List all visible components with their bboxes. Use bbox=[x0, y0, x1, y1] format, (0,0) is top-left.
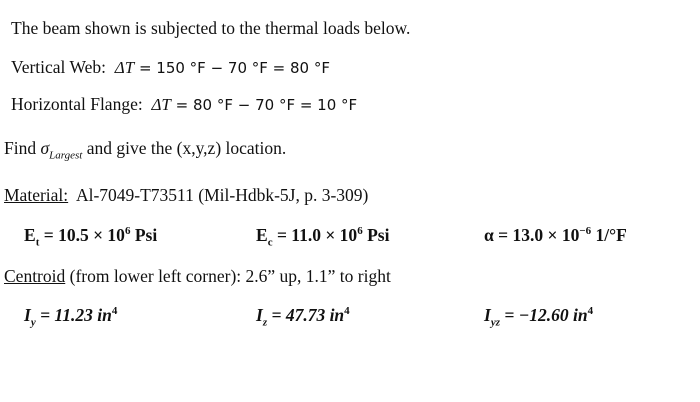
ec-expression: = 11.0 × 10 bbox=[276, 225, 358, 245]
centroid-value: (from lower left corner): 2.6” up, 1.1” to right bbox=[69, 266, 391, 286]
et-expression: = 10.5 × 10 bbox=[43, 225, 125, 245]
intro-text: The beam shown is subjected to the thermal loads below. bbox=[11, 18, 411, 38]
iyz-subscript: yz bbox=[490, 316, 500, 329]
iz-symbol: I bbox=[256, 305, 263, 325]
flange-delta-symbol: ΔT bbox=[151, 95, 171, 114]
web-delta-symbol: ΔT bbox=[114, 58, 135, 77]
sigma-symbol: σ bbox=[40, 138, 50, 158]
alpha-symbol: α bbox=[484, 225, 494, 245]
alpha-unit: 1/°F bbox=[591, 225, 627, 245]
ec-symbol: E bbox=[256, 225, 268, 245]
sigma-subscript: Largest bbox=[49, 149, 83, 162]
thermal-expansion-coefficient bbox=[484, 224, 627, 246]
find-suffix: and give the (x,y,z) location. bbox=[86, 138, 287, 158]
alpha-exponent: −6 bbox=[579, 225, 592, 238]
iz-exponent: 4 bbox=[344, 305, 350, 318]
et-unit: Psi bbox=[130, 225, 158, 245]
iz-subscript: z bbox=[262, 316, 268, 329]
centroid-label: Centroid bbox=[4, 266, 66, 286]
material-label: Material: bbox=[4, 185, 69, 205]
web-thermal-load bbox=[11, 56, 330, 79]
material-line bbox=[4, 184, 368, 206]
alpha-expression: = 13.0 × 10 bbox=[498, 225, 580, 245]
flange-thermal-load bbox=[11, 93, 357, 116]
ec-exponent: 6 bbox=[357, 225, 363, 238]
et-exponent: 6 bbox=[124, 225, 131, 238]
product-of-inertia-yz bbox=[484, 304, 594, 329]
find-instruction bbox=[4, 137, 287, 162]
moment-of-inertia-z bbox=[256, 304, 350, 329]
find-prefix: Find bbox=[4, 138, 37, 158]
et-subscript: t bbox=[35, 236, 40, 249]
web-expression: = 150 °F − 70 °F = 80 °F bbox=[138, 59, 330, 77]
tension-modulus bbox=[24, 224, 158, 249]
material-value: Al-7049-T73511 (Mil-Hdbk-5J, p. 3-309) bbox=[75, 185, 369, 205]
iy-exponent: 4 bbox=[111, 305, 118, 318]
iyz-symbol: I bbox=[484, 305, 491, 325]
moment-of-inertia-y bbox=[24, 304, 118, 329]
iyz-exponent: 4 bbox=[587, 305, 594, 318]
ec-subscript: c bbox=[267, 236, 273, 249]
ec-unit: Psi bbox=[362, 225, 390, 245]
iy-symbol: I bbox=[24, 305, 31, 325]
iz-expression: = 47.73 in bbox=[271, 305, 345, 325]
iyz-expression: = −12.60 in bbox=[504, 305, 588, 325]
compression-modulus bbox=[256, 224, 390, 249]
web-label: Vertical Web: bbox=[11, 57, 106, 77]
iy-expression: = 11.23 in bbox=[40, 305, 112, 325]
flange-label: Horizontal Flange: bbox=[11, 94, 143, 114]
et-symbol: E bbox=[24, 225, 36, 245]
iy-subscript: y bbox=[30, 316, 36, 329]
centroid-line bbox=[4, 265, 391, 287]
web-equation bbox=[115, 59, 330, 77]
flange-expression: = 80 °F − 70 °F = 10 °F bbox=[175, 96, 358, 114]
flange-equation bbox=[151, 96, 357, 114]
